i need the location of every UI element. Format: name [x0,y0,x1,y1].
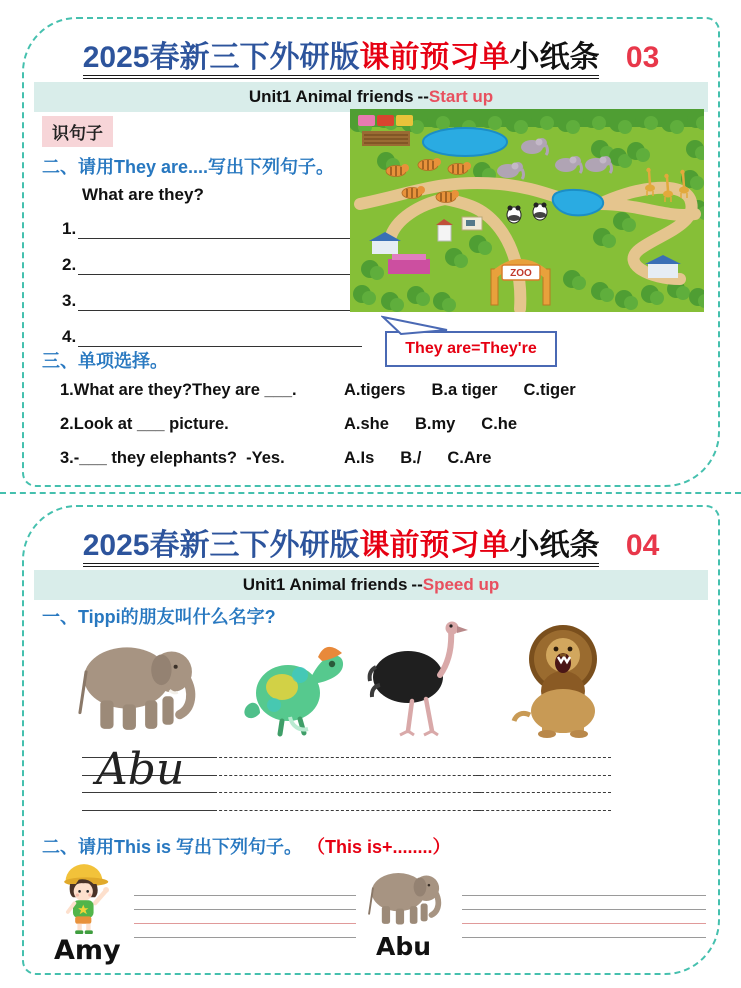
question-prompt: What are they? [82,185,204,204]
mc-question: 2.Look at ___ picture. [60,415,229,433]
mc-question-row [60,415,700,434]
elephant-abu-photo [360,859,452,929]
mc-question-row [60,381,700,400]
lion-photo [488,619,638,739]
section-three-heading: 三、单项选择。 [42,351,168,371]
title-note: 小纸条 [509,41,600,74]
section-two-heading: 二、请用They are....写出下列句子。 [42,157,335,177]
title-preview: 课前预习单 [359,41,510,74]
zoo-pond-right [553,190,603,215]
answer-line [78,324,362,347]
title-preview: 课前预习单 [359,529,510,562]
mc-option: B./ [400,449,422,467]
card04-title-main [83,529,600,567]
writing-grid-chameleon [214,757,349,813]
mc-option: C.Are [447,449,492,467]
card03-unit-banner [34,82,708,112]
card03-title [24,32,718,76]
section-two-hint: （This is+........） [316,837,451,857]
blank-number: 1. [62,219,77,238]
card04-number: 04 [625,529,660,562]
chameleon-photo [230,631,350,737]
ostrich-photo [360,619,485,739]
banner-dashes: -- [417,87,429,106]
page-cut-line [0,492,741,494]
sentence-lines-abu [462,895,706,943]
mc-options [344,415,543,434]
mc-option: B.my [414,415,456,433]
mc-option: C.tiger [523,381,576,399]
mc-question: 1.What are they?They are ___. [60,381,297,399]
mc-question-row [60,449,700,468]
answer-blank-row [62,213,362,239]
card04-title [24,520,718,564]
mc-options [344,449,517,468]
writing-grid-lion [476,757,611,813]
girl-amy-illustration [44,859,124,937]
girl-name-label: Amy [54,935,121,966]
title-edition: 2025春新三下外研版 [82,529,360,562]
card03-number: 03 [625,41,660,74]
zoo-sign-text: ZOO [510,268,532,279]
elephant-photo [64,625,214,737]
unit-title: Unit1 Animal friends [248,87,414,106]
title-note: 小纸条 [509,529,600,562]
section-two-heading-row [42,833,451,859]
answer-line [78,216,362,239]
title-edition: 2025春新三下外研版 [82,41,360,74]
elephant-name-label: Abu [376,932,432,961]
answer-blank-row [62,321,362,347]
sentence-lines-amy [134,895,356,943]
unit-topic: Speed up [422,575,500,594]
answer-blank-row [62,249,362,275]
mc-question: 3.-___ they elephants? -Yes. [60,449,285,467]
answer-blank-row [62,285,362,311]
badge-recognize-sentences: 识句子 [42,116,113,147]
unit-topic: Start up [428,87,494,106]
bubble-tail [381,315,453,335]
section-one-heading: 一、Tippi的朋友叫什么名字? [42,607,276,627]
banner-dashes: -- [411,575,423,594]
card03-title-main [83,41,600,79]
mc-option: A.tigers [344,381,406,399]
zoo-pond-left [423,128,507,156]
worksheet-card-03 [22,17,720,487]
zoo-map-illustration [350,109,704,312]
grammar-note-text: They are=They're [405,340,537,357]
mc-option: A.she [344,415,389,433]
card04-unit-banner [34,570,708,600]
unit-title: Unit1 Animal friends [242,575,408,594]
answer-line [78,252,362,275]
worksheet-card-04 [22,505,720,975]
writing-grid-ostrich [346,757,481,813]
section-two-heading: 二、请用This is 写出下列句子。 [42,837,303,857]
blank-number: 3. [62,291,77,310]
answer-blanks [62,213,362,357]
mc-option: A.Is [344,449,375,467]
mc-option: C.he [481,415,518,433]
grammar-note-bubble [385,331,557,367]
answer-line [78,288,362,311]
mc-options [344,381,602,400]
handwritten-answer: Abu [96,744,185,795]
blank-number: 2. [62,255,77,274]
mc-option: B.a tiger [431,381,498,399]
blank-number: 4. [62,327,77,346]
